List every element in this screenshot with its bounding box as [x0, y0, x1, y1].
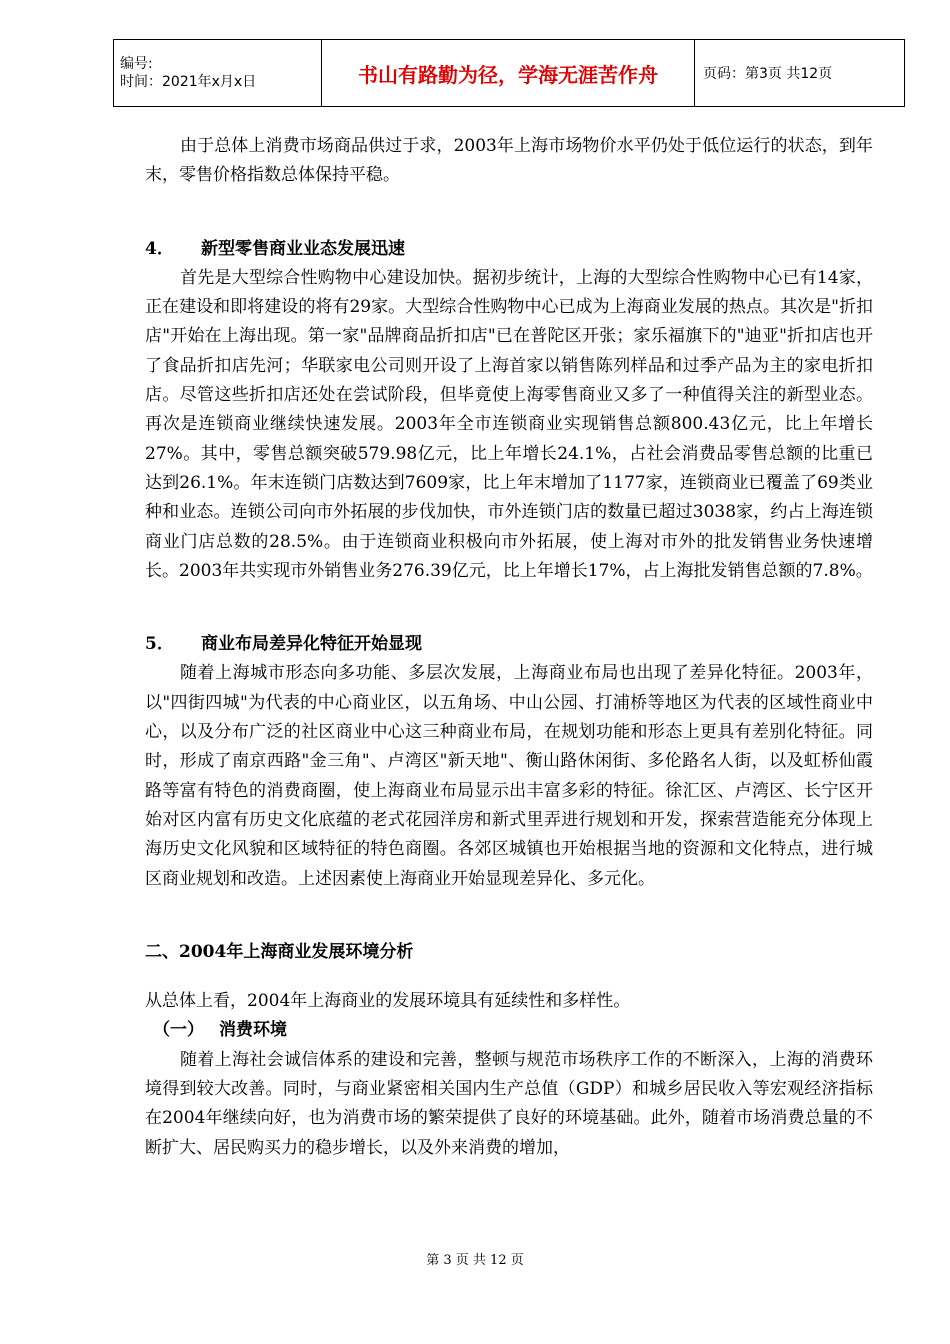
subsection-1-paragraph: 随着上海社会诚信体系的建设和完善，整顿与规范市场秩序工作的不断深入，上海的消费环境得到较大改善。同时，与商业紧密相关国内生产总值（GDP）和城乡居民收入等宏观经济指标在2004年继续向好，也为消费市场的繁荣提供了良好的环境基础。此外，随着市场消费总量的不断扩大、居民购买力的稳步增长，以及外来消费的增加，	[145, 1049, 873, 1158]
intro-paragraph: 由于总体上消费市场商品供过于求，2003年上海市场物价水平仍处于低位运行的状态，到年末，零售价格指数总体保持平稳。	[145, 136, 873, 186]
subsection-1-heading	[145, 1016, 873, 1045]
section-5-heading	[145, 630, 873, 659]
header-motto: 书山有路勤为径，学海无涯苦作舟	[322, 40, 695, 107]
section-5-paragraph: 随着上海城市形态向多功能、多层次发展，上海商业布局也出现了差异化特征。2003年，以"四街四城"为代表的中心商业区，以五角场、中山公园、打浦桥等地区为代表的区域性商业中心，以及分布广泛的社区商业中心这三种商业布局，在规划功能和形态上更具有差别化特征。同时，形成了南京西路"金三角"、卢湾区"新天地"、衡山路休闲街、多伦路名人街，以及虹桥仙霞路等富有特色的消费商圈，使上海商业布局显示出丰富多彩的特征。徐汇区、卢湾区、长宁区开始对区内富有历史文化底蕴的老式花园洋房和新式里弄进行规划和开发，探索营造能充分体现上海历史文化风貌和区域特征的特色商圈。各郊区城镇也开始根据当地的资源和文化特点，进行城区商业规划和改造。上述因素使上海商业开始显现差异化、多元化。	[145, 663, 873, 889]
section-4-paragraph: 首先是大型综合性购物中心建设加快。据初步统计，上海的大型综合性购物中心已有14家，正在建设和即将建设的将有29家。大型综合性购物中心已成为上海商业发展的热点。其次是"折扣店"开始在上海出现。第一家"品牌商品折扣店"已在普陀区开张；家乐福旗下的"迪亚"折扣店也开了食品折扣店先河；华联家电公司则开设了上海首家以销售陈列样品和过季产品为主的家电折扣店。尽管这些折扣店还处在尝试阶段，但毕竟使上海零售商业又多了一种值得关注的新型业态。再次是连锁商业继续快速发展。2003年全市连锁商业实现销售总额800.43亿元，比上年增长27%。其中，零售总额突破579.98亿元，比上年增长24.1%，占社会消费品零售总额的比重已达到26.1%。年末连锁门店数达到7609家，比上年末增加了1177家，连锁商业已覆盖了69类业种和业态。连锁公司向市外拓展的步伐加快，市外连锁门店的数量已超过3038家，约占上海连锁商业门店总数的28.5%。由于连锁商业积极向市外拓展，使上海对市外的批发销售业务快速增长。2003年共实现市外销售业务276.39亿元，比上年增长17%，占上海批发销售总额的7.8%。	[145, 267, 873, 581]
header-page-info: 页码：第3页 共12页	[695, 40, 905, 107]
header-code-label: 编号:	[120, 56, 153, 72]
section-4-title: 新型零售商业业态发展迅速	[201, 238, 405, 259]
section-two-summary: 从总体上看，2004年上海商业的发展环境具有延续性和多样性。	[145, 991, 631, 1012]
subsection-1-number: （一）	[153, 1020, 204, 1041]
page-footer: 第 3 页 共 12 页	[426, 1253, 524, 1268]
header-meta	[114, 40, 322, 107]
section-4-heading	[145, 235, 873, 264]
header-time-label: 时间：2021年x月x日	[120, 74, 257, 90]
document-body	[145, 132, 873, 1163]
subsection-1-title: 消费环境	[219, 1020, 287, 1041]
section-4-number: 4．	[145, 238, 174, 259]
document-header	[113, 39, 905, 107]
section-5-number: 5．	[145, 634, 174, 655]
section-two-title: 二、2004年上海商业发展环境分析	[145, 941, 414, 962]
section-5-title: 商业布局差异化特征开始显现	[201, 634, 422, 655]
